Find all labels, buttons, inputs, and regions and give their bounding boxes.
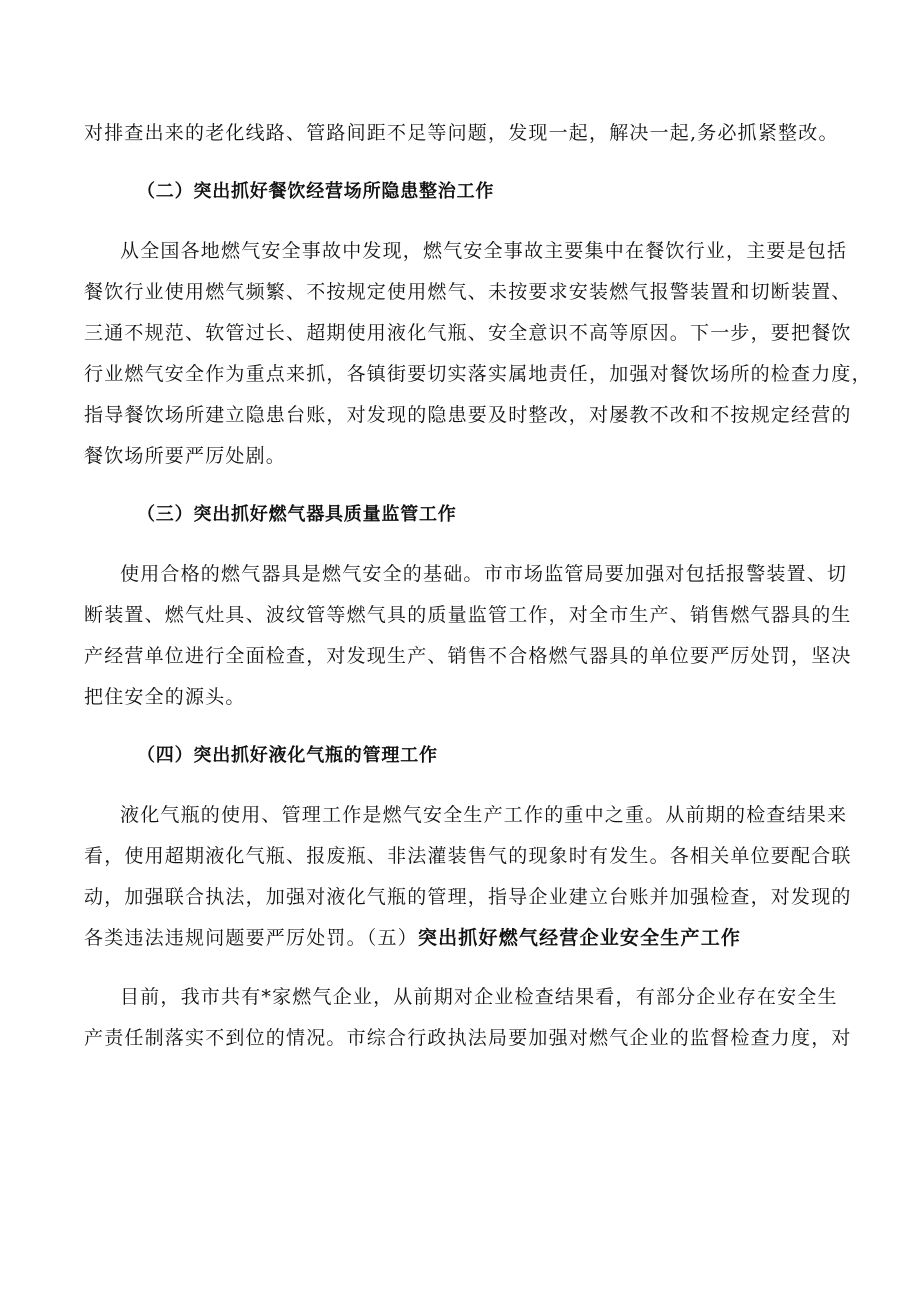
paragraph-line: 产经营单位进行全面检查，对发现生产、销售不合格燃气器具的单位要严厉处罚，坚决 bbox=[84, 645, 852, 667]
paragraph-line: 行业燃气安全作为重点来抓，各镇街要切实落实属地责任，加强对餐饮场所的检查力度， bbox=[84, 363, 872, 385]
paragraph-line: 指导餐饮场所建立隐患台账，对发现的隐患要及时整改，对屡教不改和不按规定经营的 bbox=[84, 404, 852, 426]
paragraph-line: 餐饮行业使用燃气频繁、不按规定使用燃气、未按要求安装燃气报警装置和切断装置、 bbox=[84, 281, 852, 303]
paragraph-line: 把住安全的源头。 bbox=[84, 686, 246, 708]
paragraph-line: 产责任制落实不到位的情况。市综合行政执法局要加强对燃气企业的监督检查力度，对 bbox=[84, 1027, 852, 1049]
paragraph-line: 餐饮场所要严厉处剧。 bbox=[84, 445, 287, 467]
section-heading-4: （四）突出抓好液化气瓶的管理工作 bbox=[137, 745, 438, 766]
paragraph-text: 各类违法违规问题要严厉处罚。（五） bbox=[84, 927, 418, 949]
paragraph-line: 从全国各地燃气安全事故中发现，燃气安全事故主要集中在餐饮行业，主要是包括 bbox=[120, 240, 848, 262]
paragraph-line: 对排查出来的老化线路、管路间距不足等问题，发现一起，解决一起,务必抓紧整改。 bbox=[84, 122, 839, 144]
paragraph-line: 断装置、燃气灶具、波纹管等燃气具的质量监管工作，对全市生产、销售燃气器具的生 bbox=[84, 604, 852, 626]
paragraph-line: 液化气瓶的使用、管理工作是燃气安全生产工作的重中之重。从前期的检查结果来 bbox=[120, 804, 848, 826]
paragraph-line: 目前，我市共有*家燃气企业，从前期对企业检查结果看，有部分企业存在安全生 bbox=[120, 986, 838, 1008]
paragraph-line: 使用合格的燃气器具是燃气安全的基础。市市场监管局要加强对包括报警装置、切 bbox=[120, 563, 848, 585]
paragraph-line-with-heading bbox=[84, 925, 844, 951]
section-heading-5: 突出抓好燃气经营企业安全生产工作 bbox=[417, 927, 742, 949]
section-heading-3: （三）突出抓好燃气器具质量监管工作 bbox=[137, 504, 457, 525]
section-heading-2: （二）突出抓好餐饮经营场所隐患整治工作 bbox=[137, 181, 495, 202]
paragraph-line: 动，加强联合执法，加强对液化气瓶的管理，指导企业建立台账并加强检查，对发现的 bbox=[84, 886, 852, 908]
paragraph-line: 三通不规范、软管过长、超期使用液化气瓶、安全意识不高等原因。下一步，要把餐饮 bbox=[84, 322, 852, 344]
paragraph-line: 看，使用超期液化气瓶、报废瓶、非法灌装售气的现象时有发生。各相关单位要配合联 bbox=[84, 845, 852, 867]
